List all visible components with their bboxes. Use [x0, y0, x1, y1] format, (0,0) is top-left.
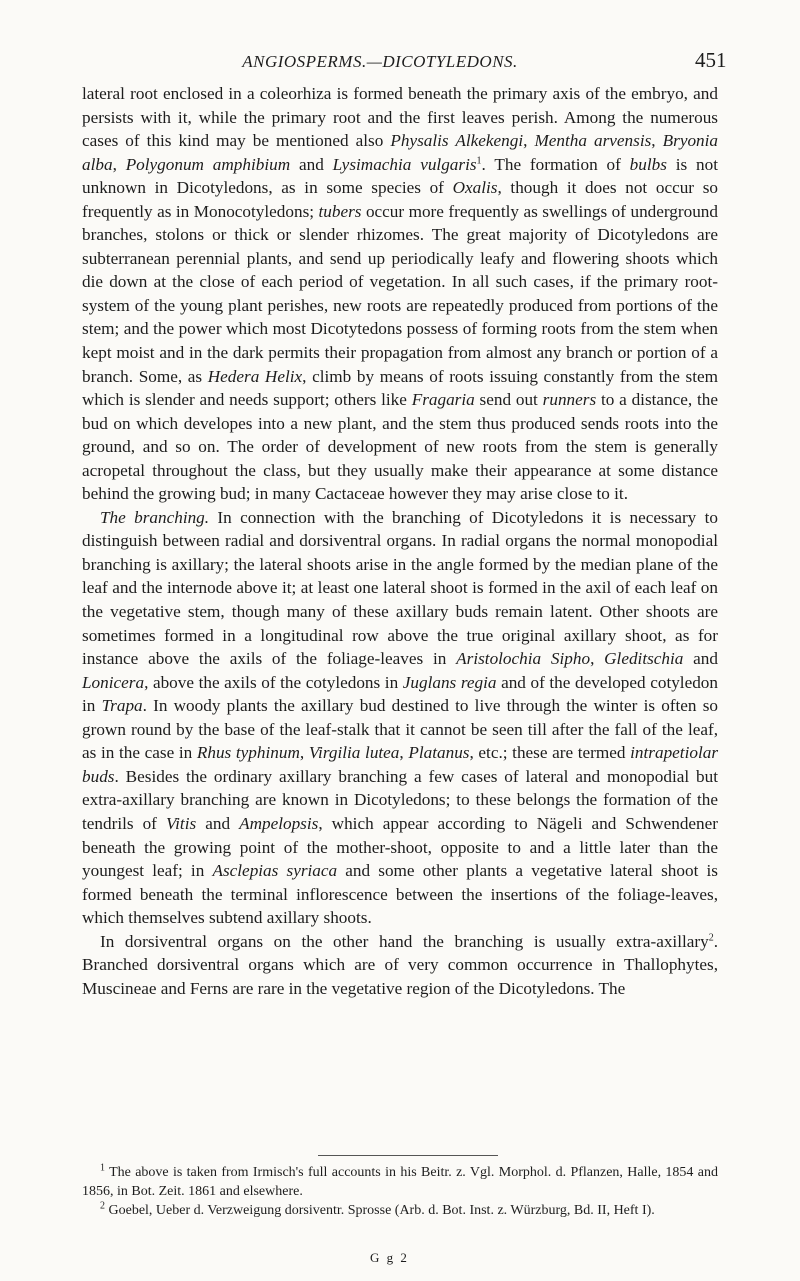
- footnote-text: Goebel, Ueber d. Verzweigung dorsiventr. Sprosse (Arb. d. Bot. Inst. z. Würzburg, Bd. II, Heft I).: [105, 1203, 655, 1218]
- taxon-name: Virgilia lutea: [308, 743, 400, 763]
- text-run: occur more frequently as swellings of underground branches, stolons or thick or slender rhizomes. The great majority of Dicotyledons are subterranean perennial plants, and send up periodically leafy and flowering shoots which die down at the close of each period of vegetation. In all such cases, if the primary root-system of the young plant perishes, new roots are repeatedly produced from portions of the stem; and the power which most Dicotytedons possess of forming roots from the stem when kept moist and in the dark permits their propagation from almost any branch or portion of a branch. Some, as: [82, 201, 718, 386]
- text-run: and some other plants a vegetative lateral shoot is formed beneath the terminal inflorescence between the insertions of the foliage-leaves, which themselves subtend axillary shoots.: [82, 861, 718, 928]
- taxon-name: Asclepias syriaca: [212, 861, 338, 881]
- section-heading: The branching.: [100, 507, 210, 527]
- text-run: is not unknown in Dicotyledons, as in some species of: [82, 154, 718, 198]
- text-run: ,: [651, 131, 663, 151]
- text-run: , etc.; these are termed: [469, 743, 631, 763]
- taxon-name: Vitis: [165, 813, 197, 833]
- body-text: [82, 82, 718, 1000]
- taxon-name: Platanus: [408, 743, 470, 763]
- text-run: . Besides the ordinary axillary branching a few cases of lateral and monopodial but extra-axillary branching are known in Dicotyledons; to these belongs the formation of the tendrils of: [82, 766, 718, 833]
- paragraph-branching: [82, 506, 718, 930]
- text-run: In connection with the branching of Dicotyledons it is necessary to distinguish between radial and dorsiventral organs. In radial organs the normal monopodial branching is axillary; the lateral shoots arise in the angle formed by the median plane of the leaf and the internode above it; at least one lateral shoot is formed in the axil of each leaf on the vegetative stem, though many of these axillary buds remain latent. Other shoots are sometimes formed in a longitudinal row above the true original axillary shoot, as for instance above the axils of the foliage-leaves in: [82, 507, 718, 669]
- taxon-name: Polygonum amphibium: [125, 154, 291, 174]
- footnotes: [82, 1163, 718, 1220]
- text-run: . The formation of: [481, 154, 630, 174]
- text-run: ,: [523, 131, 535, 151]
- text-run: , above the axils of the cotyledons in: [144, 672, 403, 692]
- text-run: ,: [299, 743, 309, 763]
- footnote-ref: 1: [476, 154, 482, 166]
- text-run: ,: [112, 154, 126, 174]
- term: intrapetiolar buds: [82, 743, 719, 786]
- term: bulbs: [629, 154, 667, 174]
- footnote-mark: 1: [100, 1162, 105, 1174]
- text-run: ,: [590, 649, 605, 669]
- taxon-name: Bryonia alba: [82, 131, 719, 174]
- text-run: In dorsiventral organs on the other hand the branching is usually extra-axillary: [100, 931, 709, 951]
- text-run: lateral root enclosed in a coleorhiza is formed beneath the primary axis of the embryo, and persists with it, while the primary root and the first leaves perish. Among the numerous cases of this kind may be mentioned also: [82, 84, 718, 151]
- taxon-name: Hedera Helix: [207, 366, 303, 386]
- text-run: , though it does not occur so frequently as in Monocotyledons;: [82, 178, 718, 221]
- footnote: [82, 1163, 718, 1201]
- paragraph-dorsiventral: [82, 930, 718, 1001]
- taxon-name: Lysimachia vulgaris: [332, 154, 477, 174]
- text-run: and of the developed cotyledon in: [82, 672, 718, 716]
- text-run: . Branched dorsiventral organs which are of very common occurrence in Thallophytes, Muscineae and Ferns are rare in the vegetative region of the Dicotyledons. The: [82, 931, 718, 998]
- signature-mark: G g 2: [370, 1250, 409, 1265]
- text-run: and: [196, 813, 240, 833]
- text-run: , which appear according to Nägeli and Schwendener beneath the growing point of the mother-shoot, opposite to and a little later than the youngest leaf; in: [82, 813, 718, 881]
- text-run: and: [290, 154, 333, 174]
- text-run: to a distance, the bud on which developes into a new plant, and the stem thus produced sends roots into the ground, and so on. The order of development of new roots from the stem is generally acropetal throughout the class, but they usually make their appearance at some distance behind the growing bud; in many Cactaceae however they may arise close to it.: [82, 390, 719, 504]
- taxon-name: Ampelopsis: [239, 813, 319, 833]
- footnote-text: The above is taken from Irmisch's full accounts in his Beitr. z. Vgl. Morphol. d. Pflanzen, Halle, 1854 and 1856, in Bot. Zeit. 1861 and elsewhere.: [82, 1165, 718, 1199]
- running-head: ANGIOSPERMS.—DICOTYLEDONS.: [242, 52, 518, 71]
- term: runners: [542, 390, 597, 410]
- text-run: , climb by means of roots issuing constantly from the stem which is slender and needs support; others like: [82, 366, 718, 410]
- taxon-name: Trapa: [101, 696, 143, 716]
- text-run: . In woody plants the axillary bud destined to live through the winter is often so grown round by the base of the leaf-stalk that it cannot be seen till after the fall of the leaf, as in the case in: [82, 696, 718, 763]
- taxon-name: Oxalis: [452, 178, 498, 198]
- taxon-name: Gleditschia: [604, 649, 684, 669]
- term: tubers: [318, 201, 362, 221]
- page-number: 451: [695, 48, 727, 72]
- text-run: ,: [399, 743, 409, 763]
- taxon-name: Physalis Alkekengi: [390, 131, 524, 151]
- text-run: send out: [474, 390, 543, 410]
- taxon-name: Lonicera: [82, 672, 145, 692]
- taxon-name: Juglans regia: [402, 672, 497, 692]
- paragraph-roots: [82, 82, 718, 506]
- taxon-name: Fragaria: [411, 390, 475, 410]
- taxon-name: Aristolochia Sipho: [456, 649, 591, 669]
- footnote-ref: 2: [708, 931, 714, 943]
- footnote: [82, 1201, 718, 1220]
- taxon-name: Rhus typhinum: [196, 743, 300, 763]
- text-run: and: [683, 649, 718, 669]
- footnote-divider: [318, 1155, 498, 1156]
- footnote-mark: 2: [100, 1200, 105, 1212]
- taxon-name: Mentha arvensis: [534, 131, 652, 151]
